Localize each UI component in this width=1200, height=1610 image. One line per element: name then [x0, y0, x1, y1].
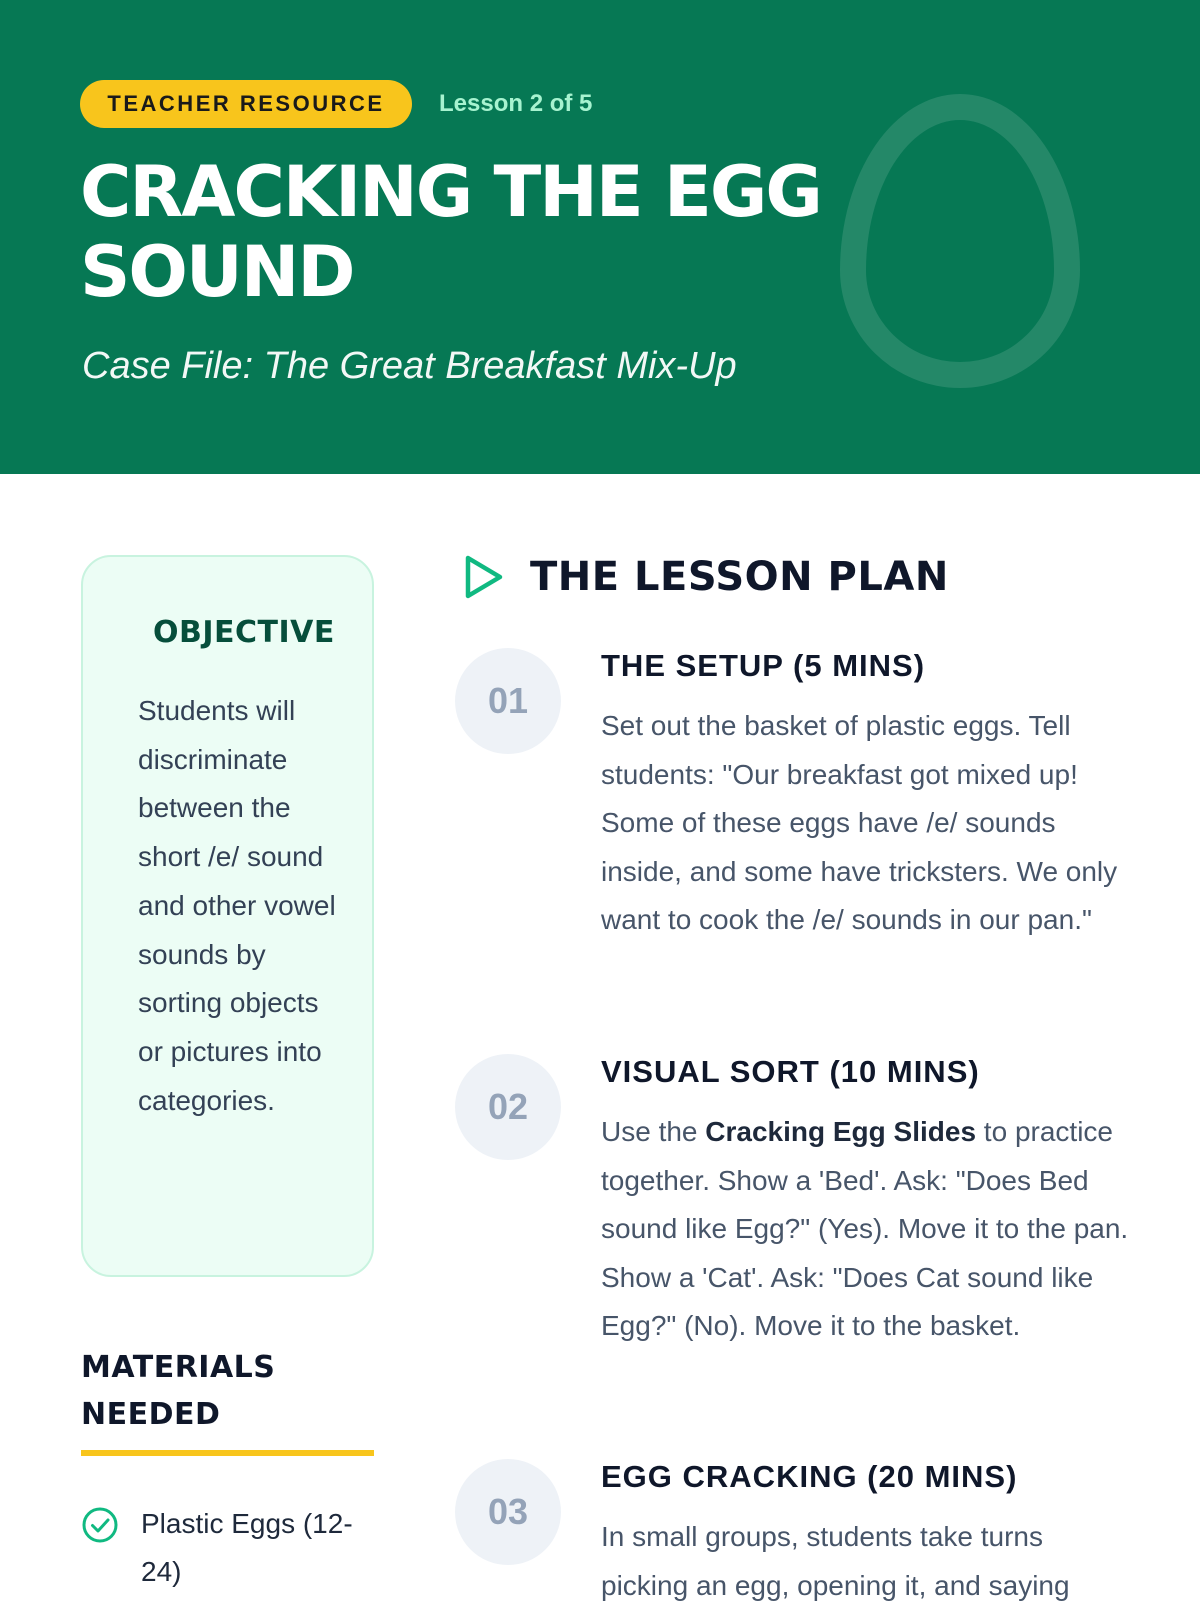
materials-title: MATERIALS NEEDED — [81, 1350, 276, 1432]
step-number: 02 — [455, 1054, 561, 1160]
objective-title: OBJECTIVE — [153, 615, 335, 650]
slides-reference: Cracking Egg Slides — [705, 1116, 977, 1147]
step-number: 03 — [455, 1459, 561, 1565]
page-title: CRACKING THE EGG SOUND — [80, 151, 821, 313]
materials-item-label: Plastic Eggs (12-24) — [141, 1508, 353, 1587]
step-text-rest: to practice together. Show a 'Bed'. Ask: "Does Bed sound like Egg?" (Yes). Move it to the pan. Show a 'Cat'. Ask: "Does Cat sound like Egg?" (No). Move it to the basket. — [601, 1116, 1129, 1341]
lesson-plan-title: THE LESSON PLAN — [530, 554, 949, 600]
lesson-number: Lesson 2 of 5 — [439, 90, 593, 117]
page-subtitle: Case File: The Great Breakfast Mix-Up — [82, 345, 737, 387]
play-icon — [460, 552, 508, 602]
materials-item — [81, 1500, 381, 1596]
step-number: 01 — [455, 648, 561, 754]
step-body — [601, 648, 1129, 945]
step-text-intro: Use the — [601, 1116, 706, 1147]
step-title: THE SETUP (5 MINS) — [601, 648, 926, 683]
step-body — [601, 1459, 1129, 1610]
objective-card — [81, 555, 374, 1277]
step-text: Set out the basket of plastic eggs. Tell students: "Our breakfast got mixed up! Some of these eggs have /e/ sounds inside, and some have tricksters. We only want to cook the /e/ sounds in our pan." — [601, 710, 1118, 935]
objective-text: Students will discriminate between the short /e/ sound and other vowel sounds by sorting objects or pictures into categories. — [138, 695, 336, 1116]
teacher-resource-badge: TEACHER RESOURCE — [80, 80, 412, 128]
step-text — [601, 1108, 1129, 1351]
check-circle-icon — [81, 1506, 119, 1544]
step-text: In small groups, students take turns picking an egg, opening it, and saying — [601, 1521, 1070, 1601]
step-title: VISUAL SORT (10 MINS) — [601, 1054, 980, 1089]
materials-divider — [81, 1450, 374, 1456]
lesson-header — [0, 0, 1200, 474]
step-title: EGG CRACKING (20 MINS) — [601, 1459, 1018, 1494]
materials-list — [81, 1500, 381, 1596]
lesson-plan-heading — [460, 552, 949, 602]
step-body — [601, 1054, 1129, 1351]
